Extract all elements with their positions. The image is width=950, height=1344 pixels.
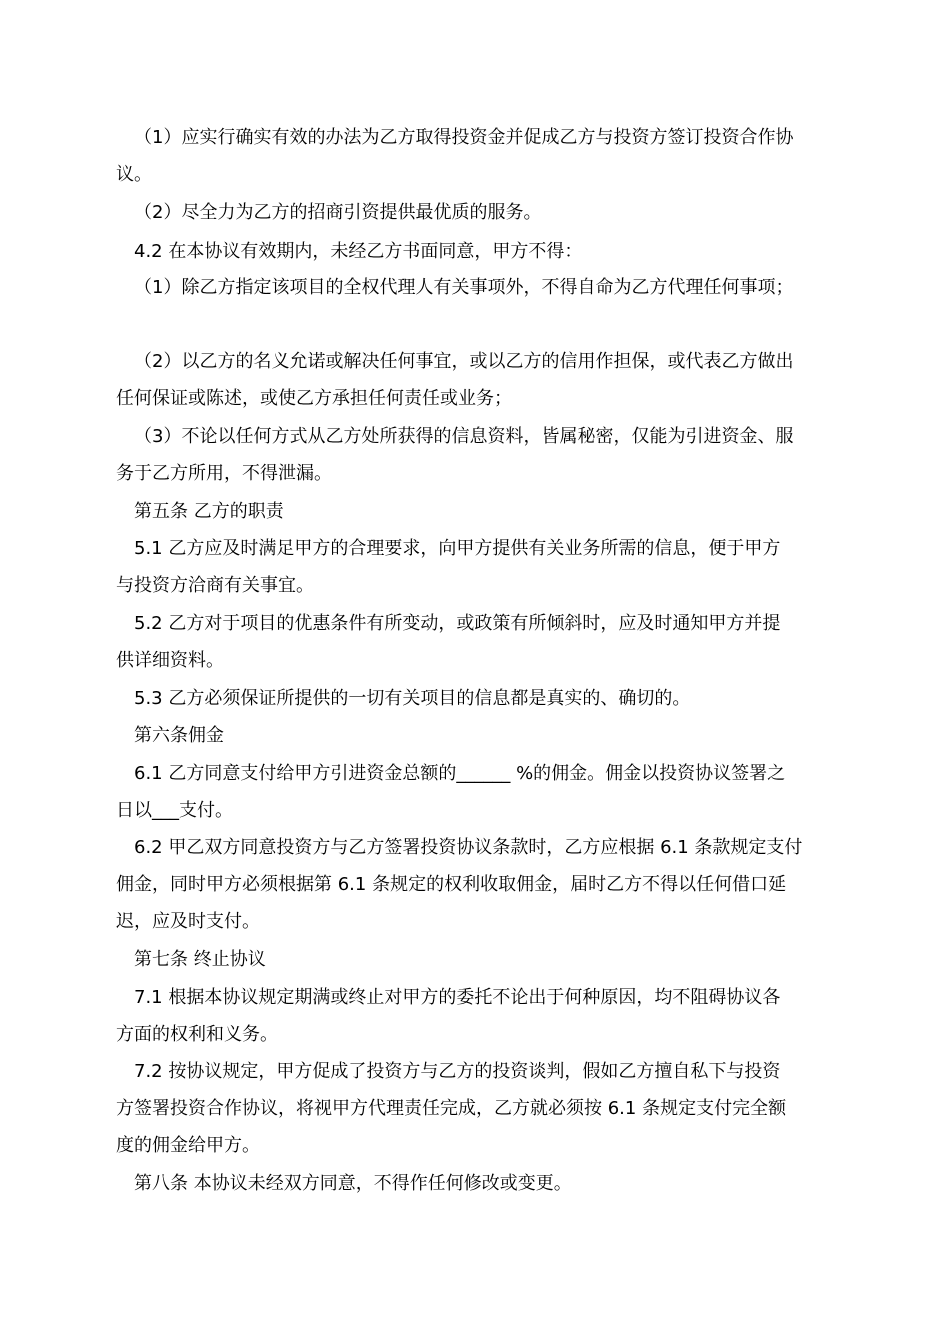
text-line: （3）不论以任何方式从乙方处所获得的信息资料，皆属秘密，仅能为引进资金、服 — [134, 426, 794, 447]
text-line: 务于乙方所用，不得泄漏。 — [116, 463, 332, 484]
text-line: （1）应实行确实有效的办法为乙方取得投资金并促成乙方与投资方签订投资合作协 — [134, 127, 794, 148]
text-line: （2）尽全力为乙方的招商引资提供最优质的服务。 — [134, 202, 542, 223]
text-line: （1）除乙方指定该项目的全权代理人有关事项外，不得自命为乙方代理任何事项； — [134, 277, 794, 298]
text-line: 第八条 本协议未经双方同意，不得作任何修改或变更。 — [134, 1173, 572, 1194]
paragraph-clause-7-2 — [116, 1053, 836, 1164]
text-line: 6.2 甲乙双方同意投资方与乙方签署投资协议条款时，乙方应根据 6.1 条款规定支付 — [134, 837, 803, 858]
heading-article-7 — [116, 941, 836, 978]
text-line: 5.2 乙方对于项目的优惠条件有所变动，或政策有所倾斜时，应及时通知甲方并提 — [134, 613, 781, 634]
text-line: 度的佣金给甲方。 — [116, 1135, 260, 1156]
text-line: 第五条 乙方的职责 — [134, 501, 284, 522]
text-line: （2）以乙方的名义允诺或解决任何事宜，或以乙方的信用作担保，或代表乙方做出 — [134, 351, 794, 372]
heading-article-8 — [116, 1165, 836, 1202]
text-line: 议。 — [116, 164, 152, 185]
text-line: 与投资方洽商有关事宜。 — [116, 575, 314, 596]
text-line: 日以___支付。 — [116, 800, 233, 821]
paragraph-prohibition-1 — [116, 269, 836, 306]
text-line: 4.2 在本协议有效期内，未经乙方书面同意，甲方不得： — [134, 241, 583, 262]
text-line: 任何保证或陈述，或使乙方承担任何责任或业务； — [116, 388, 512, 409]
paragraph-clause-4-2 — [116, 233, 836, 270]
text-line: 7.1 根据本协议规定期满或终止对甲方的委托不论出于何种原因，均不阻碍协议各 — [134, 987, 781, 1008]
heading-article-6 — [116, 717, 836, 754]
paragraph-obligation-2 — [116, 194, 836, 231]
text-line: 方面的权利和义务。 — [116, 1024, 278, 1045]
text-line: 5.1 乙方应及时满足甲方的合理要求，向甲方提供有关业务所需的信息，便于甲方 — [134, 538, 781, 559]
text-line: 7.2 按协议规定，甲方促成了投资方与乙方的投资谈判，假如乙方擅自私下与投资 — [134, 1061, 781, 1082]
paragraph-obligation-1 — [116, 119, 836, 193]
paragraph-clause-5-2 — [116, 605, 836, 679]
paragraph-clause-7-1 — [116, 979, 836, 1053]
text-line: 5.3 乙方必须保证所提供的一切有关项目的信息都是真实的、确切的。 — [134, 688, 691, 709]
text-line: 方签署投资合作协议，将视甲方代理责任完成，乙方就必须按 6.1 条规定支付完全额 — [116, 1098, 787, 1119]
paragraph-clause-5-1 — [116, 530, 836, 604]
paragraph-prohibition-3 — [116, 418, 836, 492]
text-line: 佣金，同时甲方必须根据第 6.1 条规定的权利收取佣金，届时乙方不得以任何借口延 — [116, 874, 787, 895]
paragraph-prohibition-2 — [116, 343, 836, 417]
paragraph-clause-5-3 — [116, 680, 836, 717]
heading-article-5 — [116, 493, 836, 530]
text-line: 第六条佣金 — [134, 725, 224, 746]
text-line: 6.1 乙方同意支付给甲方引进资金总额的______ %的佣金。佣金以投资协议签署之 — [134, 763, 786, 784]
paragraph-clause-6-1 — [116, 755, 836, 829]
text-line: 迟，应及时支付。 — [116, 911, 260, 932]
paragraph-clause-6-2 — [116, 829, 836, 940]
text-line: 供详细资料。 — [116, 650, 224, 671]
text-line: 第七条 终止协议 — [134, 949, 266, 970]
